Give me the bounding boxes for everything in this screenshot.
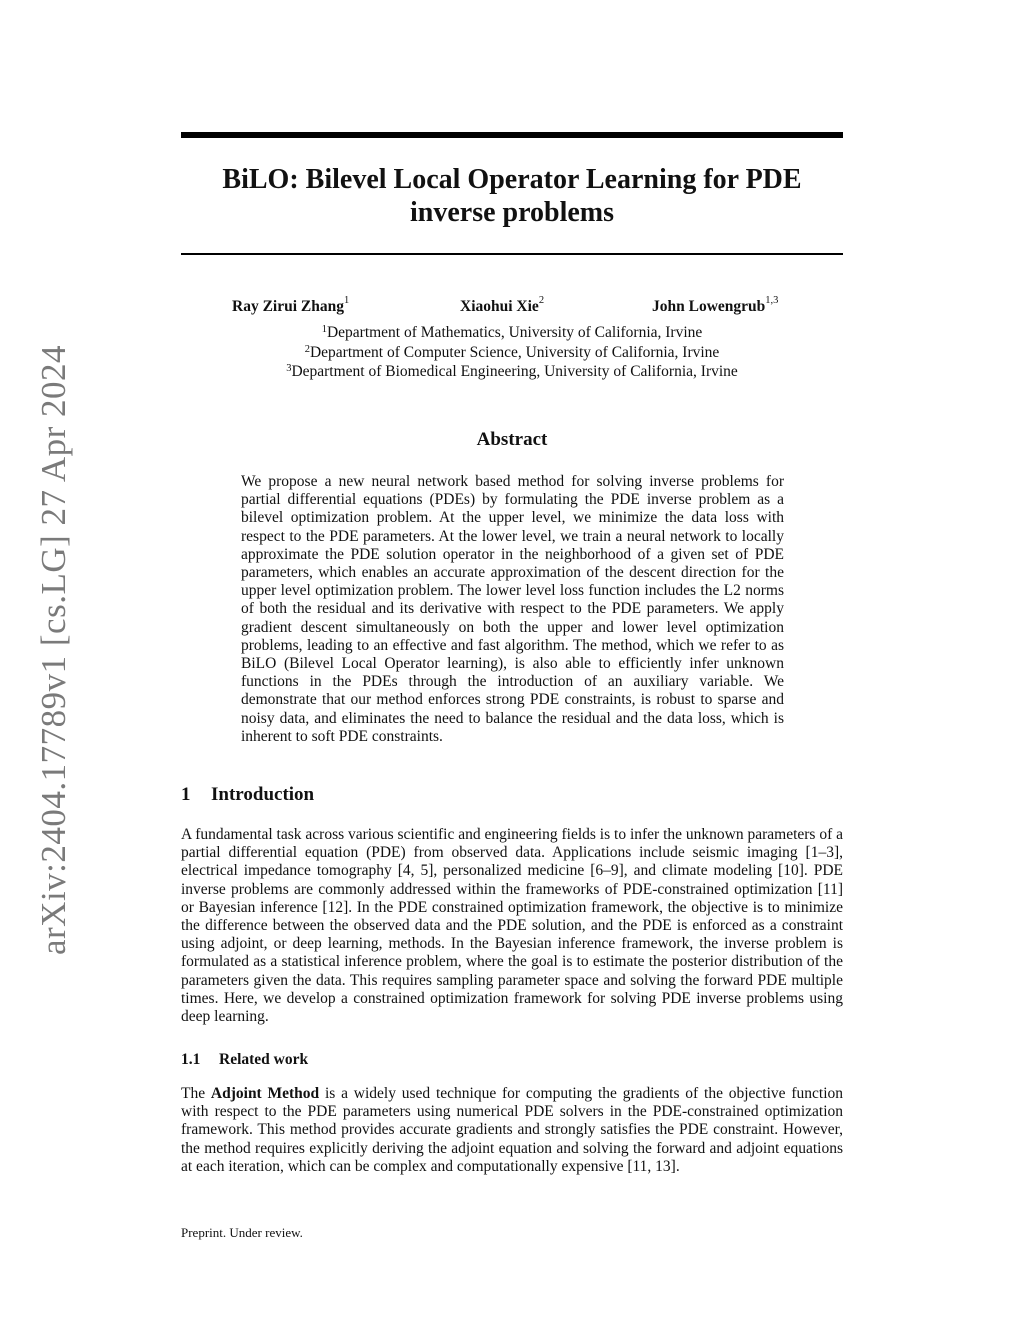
affiliation-mark: 1 <box>321 324 327 335</box>
author-affiliation-mark: 1,3 <box>765 295 779 306</box>
author-name: John Lowengrub <box>652 298 766 315</box>
author-name: Xiaohui Xie <box>460 298 539 315</box>
subsection-title: Related work <box>219 1051 309 1068</box>
section-heading-introduction <box>181 784 314 806</box>
section-title: Introduction <box>211 784 315 805</box>
section-number: 1 <box>181 784 191 805</box>
author-1 <box>232 295 350 316</box>
title-bottom-rule <box>181 253 843 255</box>
author-3 <box>652 295 779 316</box>
affiliation-mark: 2 <box>304 343 310 355</box>
related-work-text: is a widely used technique for computing the gradients of the objective function with respect to the PDE parameters using numerical PDE solvers in the PDE-constrained optimization framework. This method provides accurate gradients and strongly satisfies the PDE constraint. However, the method requires explicitly deriving the adjoint equation and solving the forward and adjoint equations at each iteration, which can be complex and computationally expensive [11, 13]. <box>181 1085 843 1175</box>
affiliation-text: Department of Computer Science, University of California, Irvine <box>309 343 720 361</box>
author-list <box>181 295 843 320</box>
subsection-heading-related-work <box>181 1051 308 1069</box>
affiliation-list <box>181 323 843 382</box>
affiliation-1 <box>181 323 843 343</box>
adjoint-method-term: Adjoint Method <box>210 1085 320 1102</box>
introduction-paragraph: A fundamental task across various scientific and engineering fields is to infer the unknown parameters of a partial differential equation (PDE) from observed data. Applications include seismic imaging [1–3], electrical impedance tomography [4, 5], personalized medicine [6–9], and climate modeling [10]. PDE inverse problems are commonly addressed within the frameworks of PDE-constrained optimization [11] or Bayesian inference [12]. In the PDE constrained optimization framework, the objective is to minimize the difference between the observed data and the PDE solution, and the PDE is enforced as a constraint using adjoint, or deep learning, methods. In the Bayesian inference framework, the inverse problem is formulated as a statistical inference problem, where the goal is to estimate the posterior distribution of the parameters given the data. This requires sampling parameter space and solving the forward PDE multiple times. Here, we develop a constrained optimization framework for solving PDE inverse problems using deep learning. <box>181 826 843 1026</box>
affiliation-text: Department of Mathematics, University of California, Irvine <box>326 324 703 341</box>
affiliation-mark: 3 <box>286 363 292 374</box>
subsection-number: 1.1 <box>181 1051 201 1068</box>
author-2 <box>460 295 545 316</box>
author-affiliation-mark: 2 <box>538 295 545 306</box>
related-work-paragraph <box>181 1085 843 1176</box>
affiliation-2 <box>181 343 843 363</box>
abstract-body: We propose a new neural network based method for solving inverse problems for partial differential equations (PDEs) by formulating the PDE inverse problem as a bilevel optimization problem. At the upper level, we minimize the data loss with respect to the PDE parameters. At the lower level, we train a neural network to locally approximate the PDE solution operator in the neighborhood of a given set of PDE parameters, which enables an accurate approximation of the descent direction for the upper level optimization problem. The lower level loss function includes the L2 norms of both the residual and its derivative with respect to the PDE parameters. We apply gradient descent simultaneously on both the upper and lower level optimization problems, leading to an effective and fast algorithm. The method, which we refer to as BiLO (Bilevel Local Operator learning), is also able to efficiently infer unknown functions in the PDEs through the introduction of an auxiliary variable. We demonstrate that our method enforces strong PDE constraints, is robust to sparse and noisy data, and eliminates the need to balance the residual and the data loss, which is inherent to soft PDE constraints. <box>241 473 784 745</box>
affiliation-3 <box>181 362 843 382</box>
arxiv-identifier-stamp: arXiv:2404.17789v1 [cs.LG] 27 Apr 2024 <box>34 344 73 956</box>
affiliation-text: Department of Biomedical Engineering, University of California, Irvine <box>291 363 738 380</box>
author-name: Ray Zirui Zhang <box>232 298 344 315</box>
author-affiliation-mark: 1 <box>343 295 350 306</box>
preprint-footer: Preprint. Under review. <box>181 1225 303 1240</box>
paper-title: BiLO: Bilevel Local Operator Learning for PDE inverse problems <box>222 164 802 228</box>
title-top-rule <box>181 132 843 138</box>
related-work-lead: The <box>181 1085 206 1102</box>
abstract-heading: Abstract <box>476 429 548 450</box>
